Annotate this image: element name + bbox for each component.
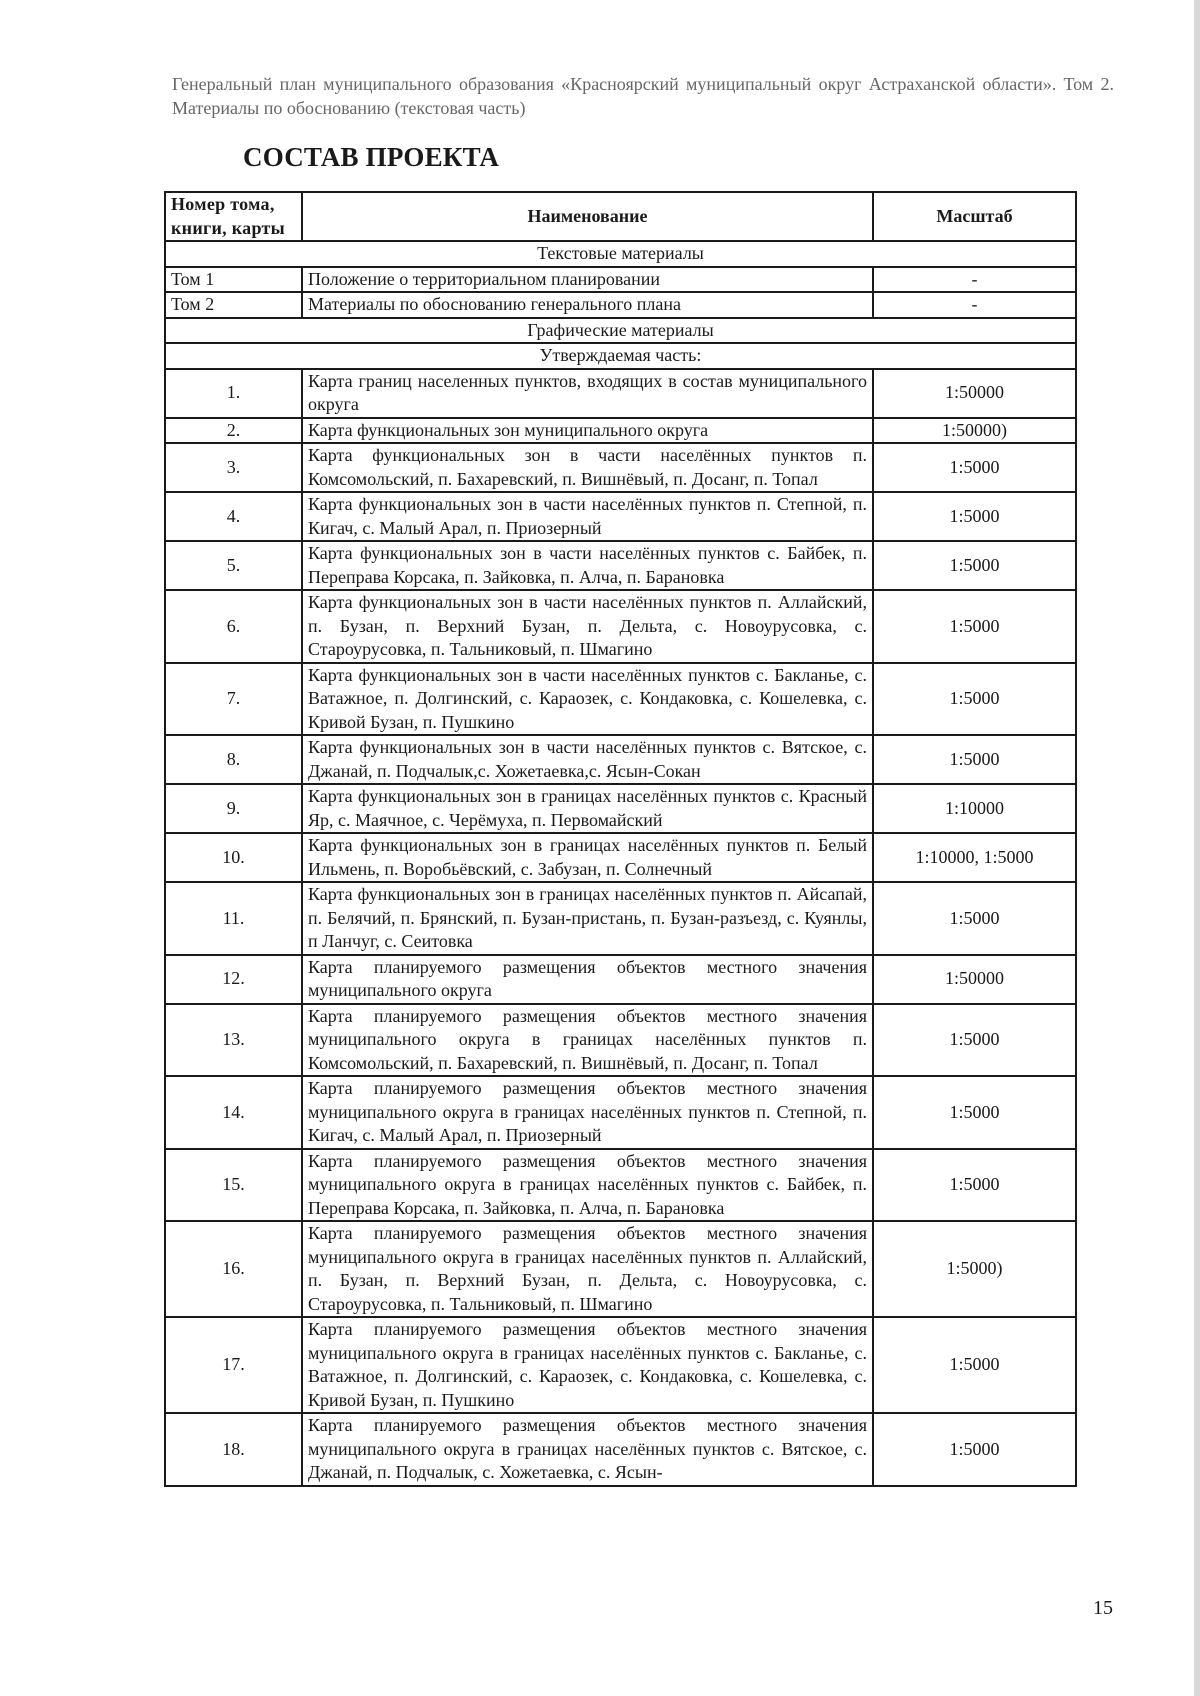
item-number: 12. bbox=[165, 955, 302, 1004]
item-name: Карта функциональных зон в части населённых пунктов п. Аллайский, п. Бузан, п. Верхний Бузан, п. Дельта, с. Новоурусовка, с. Староурусовка, п. Тальниковый, п. Шмагино bbox=[302, 590, 873, 663]
item-scale: 1:50000 bbox=[873, 369, 1076, 418]
item-name: Положение о территориальном планировании bbox=[302, 267, 873, 293]
item-name: Карта планируемого размещения объектов местного значения муниципального округа bbox=[302, 955, 873, 1004]
item-scale: 1:10000, 1:5000 bbox=[873, 833, 1076, 882]
project-composition-table bbox=[164, 191, 1077, 1487]
item-number: Том 2 bbox=[165, 292, 302, 318]
table-row bbox=[165, 663, 1076, 736]
item-scale: 1:5000 bbox=[873, 882, 1076, 955]
table-row bbox=[165, 1317, 1076, 1413]
item-scale: 1:5000 bbox=[873, 443, 1076, 492]
item-name: Карта функциональных зон в части населённых пунктов п. Комсомольский, п. Бахаревский, п. Вишнёвый, п. Досанг, п. Топал bbox=[302, 443, 873, 492]
item-number: Том 1 bbox=[165, 267, 302, 293]
table-row bbox=[165, 292, 1076, 318]
item-scale: 1:5000) bbox=[873, 1221, 1076, 1317]
item-name: Карта функциональных зон в части населённых пунктов с. Байбек, п. Переправа Корсака, п. Зайковка, п. Алча, п. Барановка bbox=[302, 541, 873, 590]
item-scale: 1:5000 bbox=[873, 590, 1076, 663]
item-scale: 1:50000) bbox=[873, 418, 1076, 444]
item-number: 4. bbox=[165, 492, 302, 541]
item-scale: 1:5000 bbox=[873, 1076, 1076, 1149]
item-name: Карта функциональных зон в границах населённых пунктов с. Красный Яр, с. Маячное, с. Черёмуха, п. Первомайский bbox=[302, 784, 873, 833]
table-row bbox=[165, 833, 1076, 882]
item-name: Карта функциональных зон в части населённых пунктов п. Степной, п. Кигач, с. Малый Арал, п. Приозерный bbox=[302, 492, 873, 541]
item-scale: 1:5000 bbox=[873, 1317, 1076, 1413]
table-row bbox=[165, 443, 1076, 492]
item-number: 2. bbox=[165, 418, 302, 444]
item-name: Карта планируемого размещения объектов местного значения муниципального округа в границах населённых пунктов с. Бакланье, с. Ватажное, п. Долгинский, с. Караозек, с. Кондаковка, с. Кошелевка, с. Кривой Бузан, п. Пушкино bbox=[302, 1317, 873, 1413]
item-scale: - bbox=[873, 267, 1076, 293]
item-number: 18. bbox=[165, 1413, 302, 1486]
item-scale: 1:5000 bbox=[873, 663, 1076, 736]
item-number: 1. bbox=[165, 369, 302, 418]
table-row bbox=[165, 1221, 1076, 1317]
item-number: 16. bbox=[165, 1221, 302, 1317]
item-number: 13. bbox=[165, 1004, 302, 1077]
item-name: Карта планируемого размещения объектов местного значения муниципального округа в границах населённых пунктов с. Байбек, п. Переправа Корсака, п. Зайковка, п. Алча, п. Барановка bbox=[302, 1149, 873, 1222]
table-row bbox=[165, 955, 1076, 1004]
table-row bbox=[165, 267, 1076, 293]
item-scale: - bbox=[873, 292, 1076, 318]
section-row bbox=[165, 241, 1076, 267]
item-number: 10. bbox=[165, 833, 302, 882]
table-row bbox=[165, 882, 1076, 955]
item-number: 11. bbox=[165, 882, 302, 955]
header-number: Номер тома, книги, карты bbox=[165, 192, 302, 241]
section-row bbox=[165, 343, 1076, 369]
item-scale: 1:5000 bbox=[873, 735, 1076, 784]
item-name: Карта планируемого размещения объектов местного значения муниципального округа в границах населённых пунктов п. Степной, п. Кигач, с. Малый Арал, п. Приозерный bbox=[302, 1076, 873, 1149]
item-number: 8. bbox=[165, 735, 302, 784]
item-name: Карта функциональных зон в части населённых пунктов с. Бакланье, с. Ватажное, п. Долгинский, с. Караозек, с. Кондаковка, с. Кошелевка, с. Кривой Бузан, п. Пушкино bbox=[302, 663, 873, 736]
page-number: 15 bbox=[1093, 1597, 1113, 1619]
item-number: 5. bbox=[165, 541, 302, 590]
section-title: Графические материалы bbox=[165, 318, 1076, 344]
item-name: Карта планируемого размещения объектов местного значения муниципального округа в границах населённых пунктов п. Комсомольский, п. Бахаревский, п. Вишнёвый, п. Досанг, п. Топал bbox=[302, 1004, 873, 1077]
item-number: 6. bbox=[165, 590, 302, 663]
item-name: Карта планируемого размещения объектов местного значения муниципального округа в границах населённых пунктов с. Вятское, с. Джанай, п. Подчалык, с. Хожетаевка, с. Ясын- bbox=[302, 1413, 873, 1486]
page-title: СОСТАВ ПРОЕКТА bbox=[243, 142, 500, 172]
item-name: Карта функциональных зон в границах населённых пунктов п. Белый Ильмень, п. Воробьёвский, с. Забузан, п. Солнечный bbox=[302, 833, 873, 882]
item-number: 15. bbox=[165, 1149, 302, 1222]
table-row bbox=[165, 541, 1076, 590]
item-scale: 1:5000 bbox=[873, 492, 1076, 541]
item-number: 3. bbox=[165, 443, 302, 492]
item-number: 9. bbox=[165, 784, 302, 833]
item-scale: 1:5000 bbox=[873, 1149, 1076, 1222]
item-name: Материалы по обоснованию генерального плана bbox=[302, 292, 873, 318]
table-header-row bbox=[165, 192, 1076, 241]
table-row bbox=[165, 418, 1076, 444]
table-row bbox=[165, 369, 1076, 418]
table-row bbox=[165, 492, 1076, 541]
item-name: Карта планируемого размещения объектов местного значения муниципального округа в границах населённых пунктов п. Аллайский, п. Бузан, п. Верхний Бузан, п. Дельта, с. Новоурусовка, с. Староурусовка, п. Тальниковый, п. Шмагино bbox=[302, 1221, 873, 1317]
item-scale: 1:5000 bbox=[873, 1004, 1076, 1077]
header-name: Наименование bbox=[302, 192, 873, 241]
item-name: Карта функциональных зон в части населённых пунктов с. Вятское, с. Джанай, п. Подчалык,с. Хожетаевка,с. Ясын-Сокан bbox=[302, 735, 873, 784]
item-number: 14. bbox=[165, 1076, 302, 1149]
item-scale: 1:5000 bbox=[873, 541, 1076, 590]
table-row bbox=[165, 590, 1076, 663]
table-row bbox=[165, 1413, 1076, 1486]
header-scale: Масштаб bbox=[873, 192, 1076, 241]
item-scale: 1:5000 bbox=[873, 1413, 1076, 1486]
table-row bbox=[165, 784, 1076, 833]
table-row bbox=[165, 1076, 1076, 1149]
section-row bbox=[165, 318, 1076, 344]
item-scale: 1:10000 bbox=[873, 784, 1076, 833]
table-row bbox=[165, 1149, 1076, 1222]
item-number: 7. bbox=[165, 663, 302, 736]
item-number: 17. bbox=[165, 1317, 302, 1413]
table-row bbox=[165, 735, 1076, 784]
item-name: Карта границ населенных пунктов, входящих в состав муниципального округа bbox=[302, 369, 873, 418]
section-title: Утверждаемая часть: bbox=[165, 343, 1076, 369]
running-header: Генеральный план муниципального образования «Красноярский муниципальный округ Астраханской области». Том 2. Материалы по обоснованию (текстовая часть) bbox=[172, 74, 1114, 118]
item-name: Карта функциональных зон в границах населённых пунктов п. Айсапай, п. Белячий, п. Брянский, п. Бузан-пристань, п. Бузан-разъезд, с. Куянлы, п Ланчуг, с. Сеитовка bbox=[302, 882, 873, 955]
item-name: Карта функциональных зон муниципального округа bbox=[302, 418, 873, 444]
table-row bbox=[165, 1004, 1076, 1077]
item-scale: 1:50000 bbox=[873, 955, 1076, 1004]
page-edge bbox=[1194, 0, 1200, 1696]
section-title: Текстовые материалы bbox=[165, 241, 1076, 267]
